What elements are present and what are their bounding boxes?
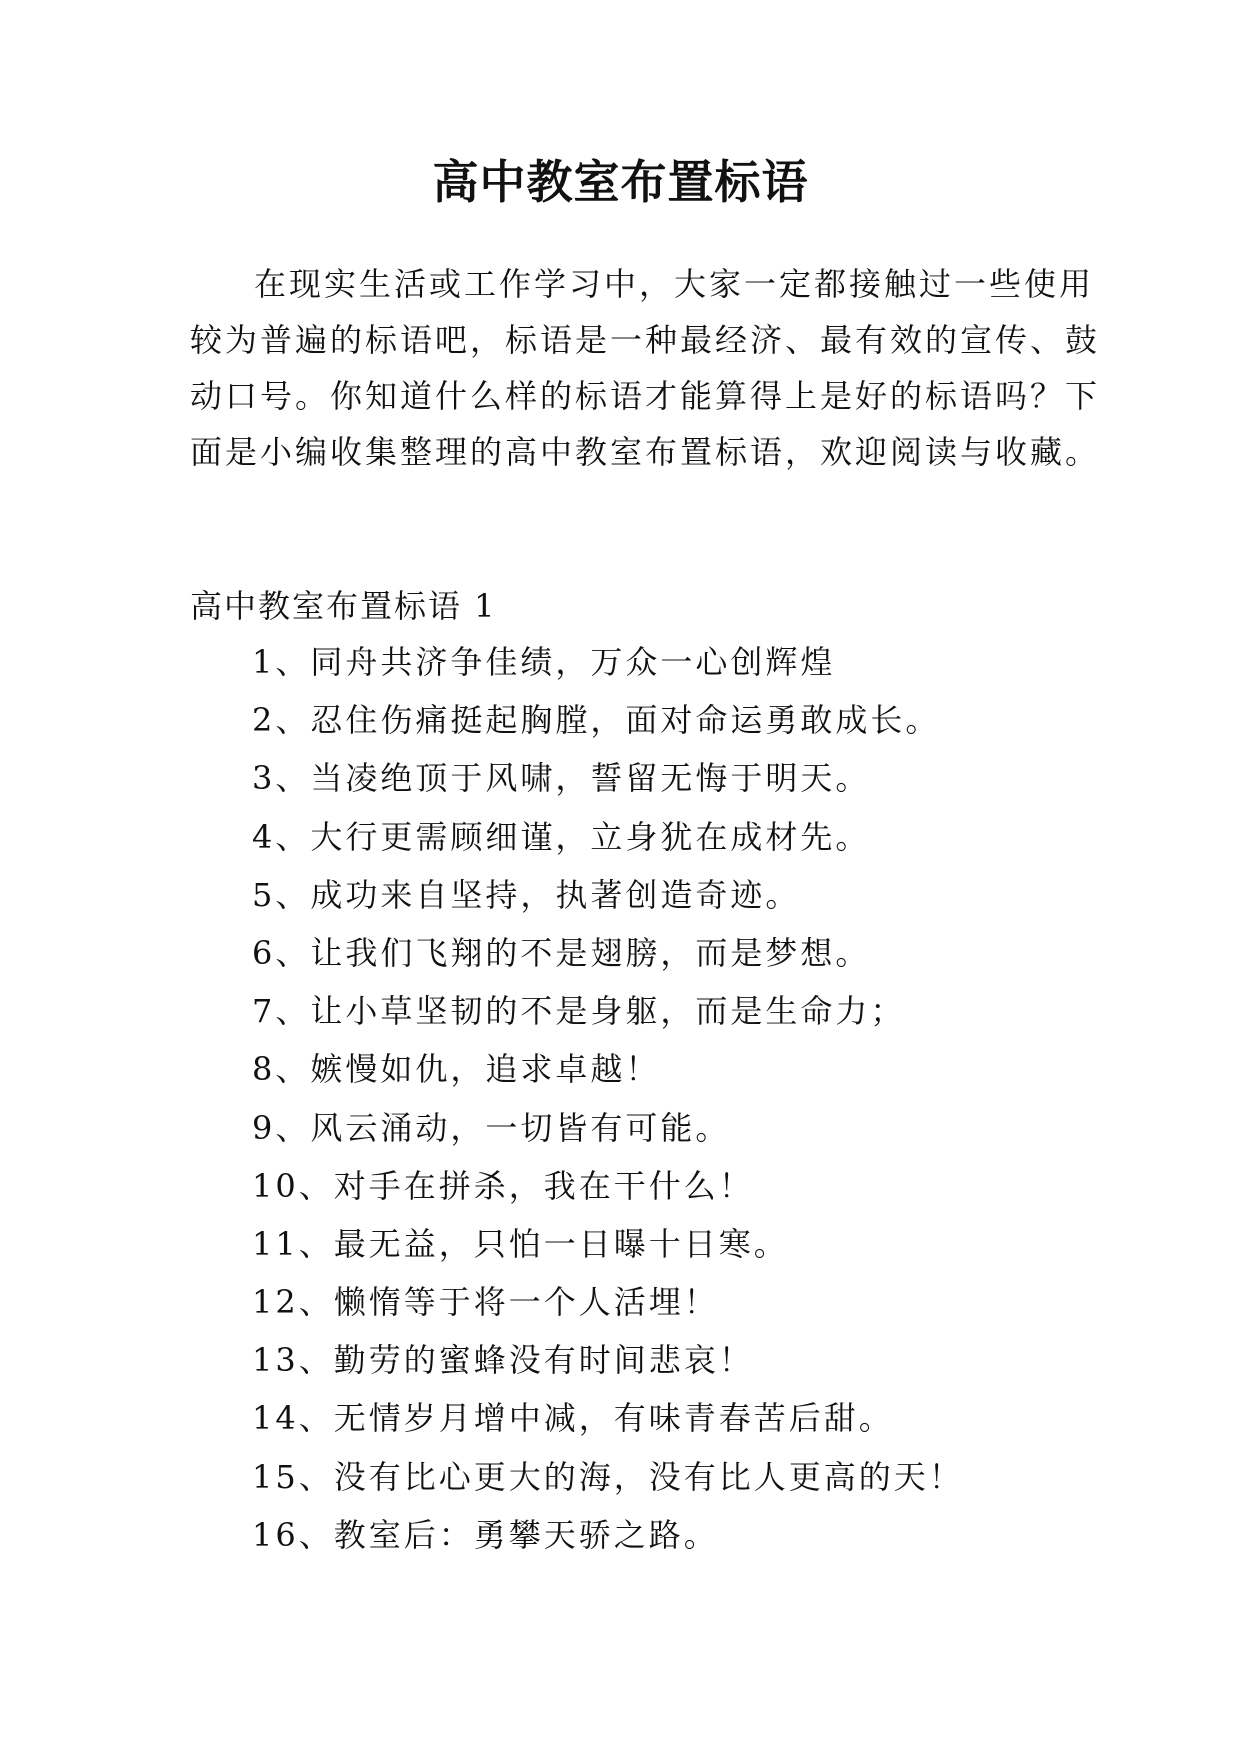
list-item: 4、大行更需顾细谨，立身犹在成材先。	[252, 817, 871, 856]
list-item: 11、最无益，只怕一日曝十日寒。	[252, 1224, 789, 1263]
intro-line: 面是小编收集整理的高中教室布置标语，欢迎阅读与收藏。	[190, 433, 1101, 471]
list-item: 3、当凌绝顶于风啸，誓留无悔于明天。	[252, 759, 871, 798]
list-item: 10、对手在拼杀，我在干什么！	[252, 1166, 754, 1205]
list-item: 15、没有比心更大的海，没有比人更高的天！	[252, 1457, 964, 1496]
list-item: 16、教室后：勇攀天骄之路。	[252, 1515, 719, 1554]
list-item: 9、风云涌动，一切皆有可能。	[252, 1108, 731, 1147]
list-item: 14、无情岁月增中减，有味青春苦后甜。	[252, 1399, 894, 1438]
list-item: 5、成功来自坚持，执著创造奇迹。	[252, 875, 801, 914]
list-item: 12、懒惰等于将一个人活埋！	[252, 1283, 719, 1322]
intro-line: 动口号。你知道什么样的标语才能算得上是好的标语吗？下	[190, 377, 1101, 415]
list-item: 13、勤劳的蜜蜂没有时间悲哀！	[252, 1341, 754, 1380]
section-heading: 高中教室布置标语 1	[190, 587, 497, 625]
document-title: 高中教室布置标语	[432, 155, 809, 209]
list-item: 1、同舟共济争佳绩，万众一心创辉煌	[252, 643, 836, 681]
slogan-list	[252, 640, 964, 1571]
intro-line: 较为普遍的标语吧，标语是一种最经济、最有效的宣传、鼓	[190, 321, 1101, 359]
list-item: 6、让我们飞翔的不是翅膀，而是梦想。	[252, 933, 871, 972]
list-item: 8、嫉慢如仇，追求卓越！	[252, 1050, 661, 1089]
list-item: 2、忍住伤痛挺起胸膛，面对命运勇敢成长。	[252, 701, 941, 740]
list-item: 7、让小草坚韧的不是身躯，而是生命力；	[252, 992, 906, 1031]
intro-line: 在现实生活或工作学习中，大家一定都接触过一些使用	[254, 265, 1095, 303]
